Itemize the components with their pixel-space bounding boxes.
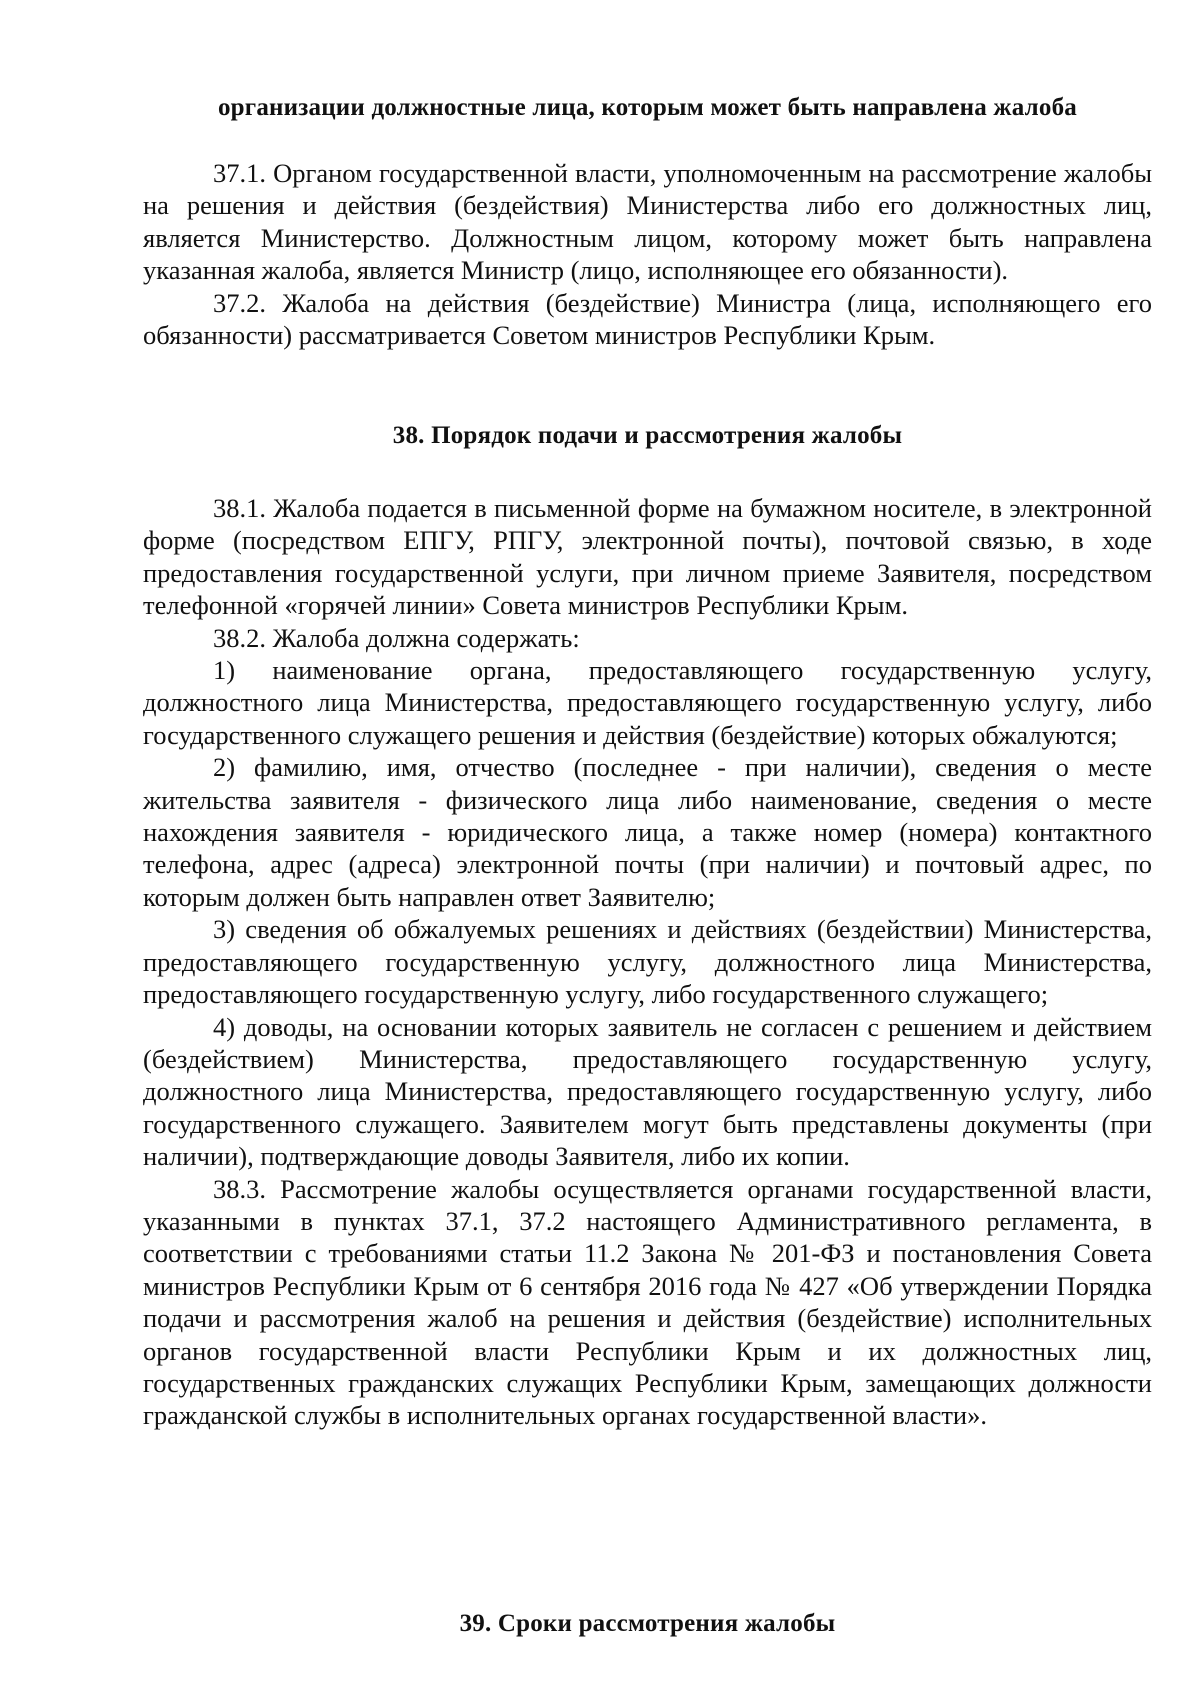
paragraph-37-1: 37.1. Органом государственной власти, уполномоченным на рассмотрение жалобы на решения и действия (бездействия) Министерства либо его должностных лиц, является Министерство. Должностным лицом, которому может быть направлена указанная жалоба, является Министр (лицо, исполняющее его обязанности). — [143, 158, 1152, 286]
list-item-2: 2) фамилию, имя, отчество (последнее - при наличии), сведения о месте жительства заявителя - физического лица либо наименование, сведения о месте нахождения заявителя - юридического лица, а также номер (номера) контактного телефона, адрес (адреса) электронной почты (при наличии) и почтовый адрес, по которым должен быть направлен ответ Заявителю; — [143, 752, 1152, 912]
paragraph-38-2: 38.2. Жалоба должна содержать: — [213, 622, 580, 653]
list-item-4: 4) доводы, на основании которых заявитель не согласен с решением и действием (бездействием) Министерства, предоставляющего государственную услугу, должностного лица Министерства, предоставляющего государственную услугу, либо государственного служащего. Заявителем могут быть представлены документы (при наличии), подтверждающие доводы Заявителя, либо их копии. — [143, 1011, 1152, 1172]
paragraph-38-1: 38.1. Жалоба подается в письменной форме на бумажном носителе, в электронной форме (посредством ЕПГУ, РПГУ, электронной почты), почтовой связью, в ходе предоставления государственной услуги, при личном приеме Заявителя, посредством телефонной «горячей линии» Совета министров Республики Крым. — [143, 493, 1152, 621]
paragraph-37-2: 37.2. Жалоба на действия (бездействие) Министра (лица, исполняющего его обязанности) рассматривается Советом министров Республики Крым. — [143, 287, 1152, 351]
section-39-heading: 39. Сроки рассмотрения жалобы — [459, 1610, 836, 1637]
list-item-3: 3) сведения об обжалуемых решениях и действиях (бездействии) Министерства, предоставляющего государственную услугу, должностного лица Министерства, предоставляющего государственную услугу, либо государственного служащего; — [143, 914, 1152, 1010]
list-item-1: 1) наименование органа, предоставляющего государственную услугу, должностного лица Министерства, предоставляющего государственную услугу, либо государственного служащего решения и действия (бездействие) которых обжалуются; — [143, 655, 1152, 750]
section-37-body — [143, 157, 1152, 351]
paragraph-38-3: 38.3. Рассмотрение жалобы осуществляется органами государственной власти, указанными в пунктах 37.1, 37.2 настоящего Административного регламента, в соответствии с требованиями статьи 11.2 Закона № 201-ФЗ и постановления Совета министров Республики Крым от 6 сентября 2016 года № 427 «Об утверждении Порядка подачи и рассмотрения жалоб на решения и действия (бездействие) исполнительных органов государственной власти Республики Крым и их должностных лиц, государственных гражданских служащих Республики Крым, замещающих должности гражданской службы в исполнительных органах государственной власти». — [143, 1173, 1152, 1431]
section-38-heading: 38. Порядок подачи и рассмотрения жалобы — [392, 422, 903, 449]
section-38-body — [143, 492, 1152, 1432]
section-heading-continued: организации должностные лица, которым может быть направлена жалоба — [217, 94, 1077, 121]
